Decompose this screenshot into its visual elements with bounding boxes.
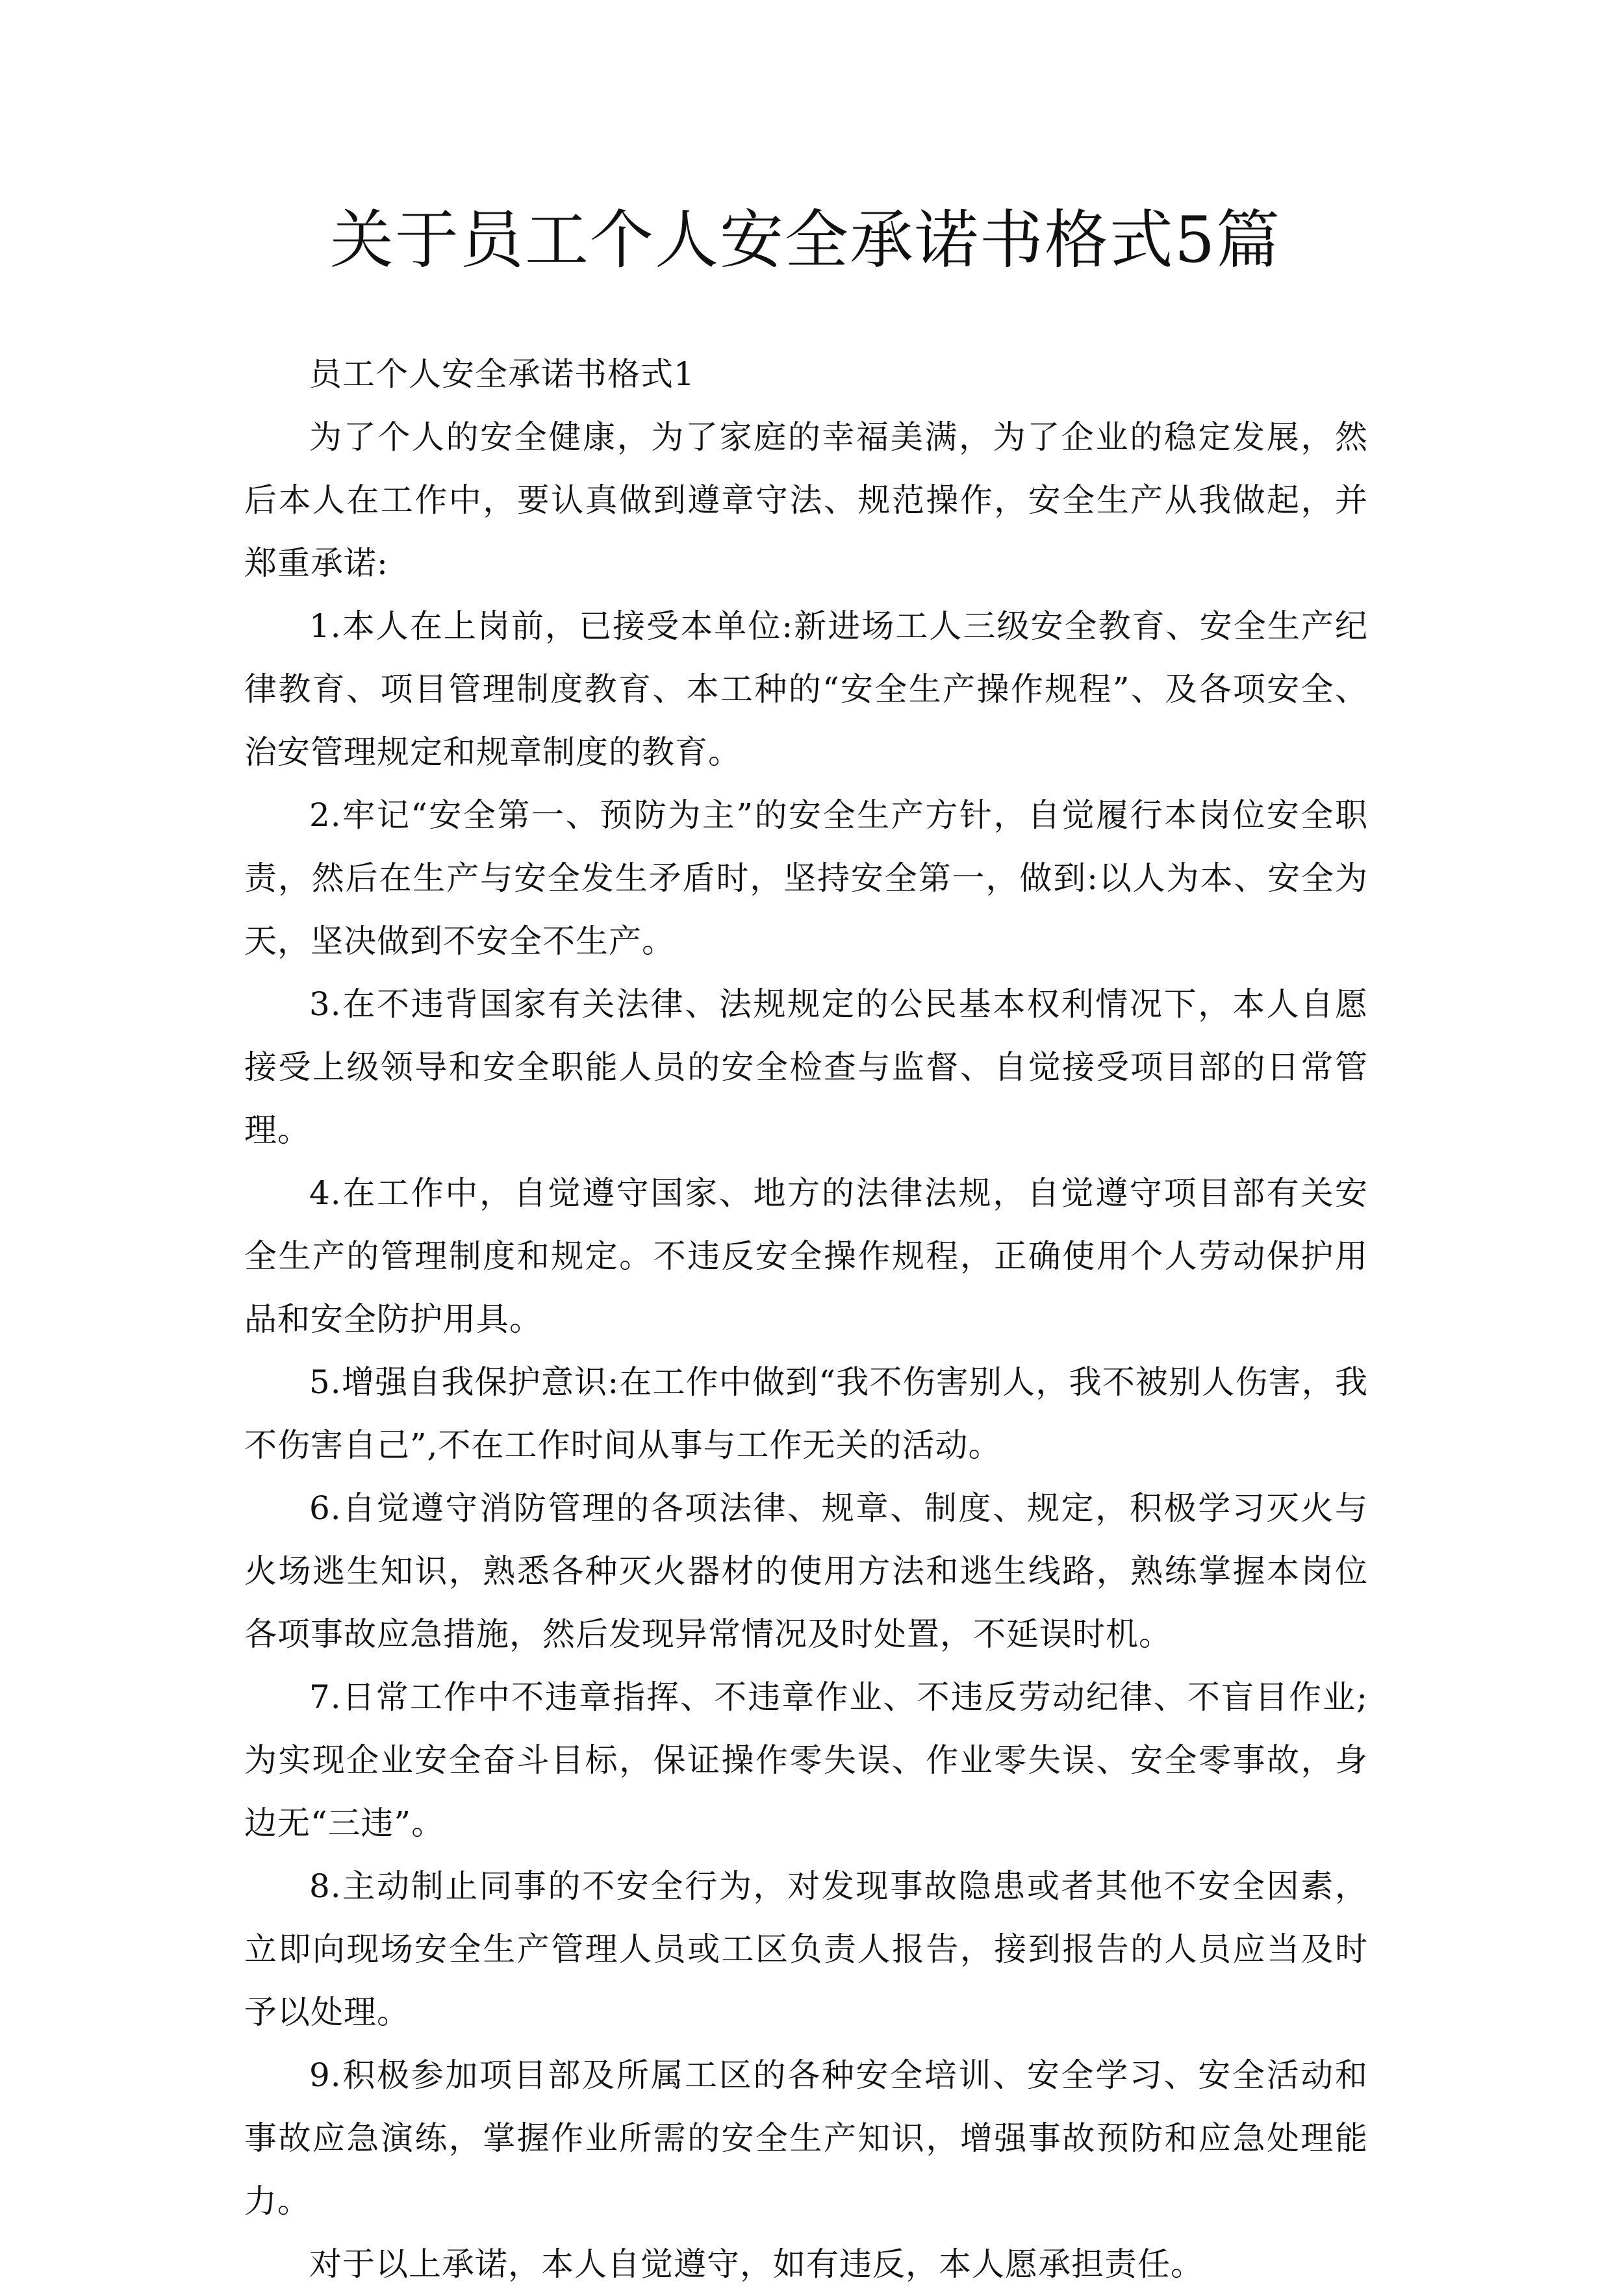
paragraph-closing: 对于以上承诺，本人自觉遵守，如有违反，本人愿承担责任。 bbox=[309, 2245, 1204, 2283]
paragraph-intro: 为了个人的安全健康，为了家庭的幸福美满，为了企业的稳定发展，然后本人在工作中，要认真做到遵章守法、规范操作，安全生产从我做起，并郑重承诺: bbox=[244, 418, 1368, 582]
paragraph-item-4: 4.在工作中，自觉遵守国家、地方的法律法规，自觉遵守项目部有关安全生产的管理制度和规定。不违反安全操作规程，正确使用个人劳动保护用品和安全防护用具。 bbox=[244, 1174, 1368, 1338]
paragraph-item-2: 2.牢记“安全第一、预防为主”的安全生产方针，自觉履行本岗位安全职责，然后在生产与安全发生矛盾时，坚持安全第一，做到:以人为本、安全为天，坚决做到不安全不生产。 bbox=[244, 796, 1368, 960]
paragraph-item-3: 3.在不违背国家有关法律、法规规定的公民基本权利情况下，本人自愿接受上级领导和安全职能人员的安全检查与监督、自觉接受项目部的日常管理。 bbox=[244, 985, 1368, 1149]
paragraph-item-7: 7.日常工作中不违章指挥、不违章作业、不违反劳动纪律、不盲目作业;为实现企业安全奋斗目标，保证操作零失误、作业零失误、安全零事故，身边无“三违”。 bbox=[244, 1678, 1368, 1842]
paragraph-item-1: 1.本人在上岗前，已接受本单位:新进场工人三级安全教育、安全生产纪律教育、项目管理制度教育、本工种的“安全生产操作规程”、及各项安全、治安管理规定和规章制度的教育。 bbox=[244, 607, 1368, 771]
document-body bbox=[244, 343, 1368, 2296]
paragraph-item-5: 5.增强自我保护意识:在工作中做到“我不伤害别人，我不被别人伤害，我不伤害自己”,不在工作时间从事与工作无关的活动。 bbox=[244, 1363, 1368, 1464]
document-title: 关于员工个人安全承诺书格式5篇 bbox=[329, 203, 1282, 277]
paragraph-item-6: 6.自觉遵守消防管理的各项法律、规章、制度、规定，积极学习灭火与火场逃生知识，熟悉各种灭火器材的使用方法和逃生线路，熟练掌握本岗位各项事故应急措施，然后发现异常情况及时处置，不延误时机。 bbox=[244, 1489, 1368, 1653]
paragraph-item-9: 9.积极参加项目部及所属工区的各种安全培训、安全学习、安全活动和事故应急演练，掌握作业所需的安全生产知识，增强事故预防和应急处理能力。 bbox=[244, 2056, 1368, 2220]
paragraph-item-8: 8.主动制止同事的不安全行为，对发现事故隐患或者其他不安全因素，立即向现场安全生产管理人员或工区负责人报告，接到报告的人员应当及时予以处理。 bbox=[244, 1867, 1368, 2031]
section-heading: 员工个人安全承诺书格式1 bbox=[309, 355, 695, 393]
